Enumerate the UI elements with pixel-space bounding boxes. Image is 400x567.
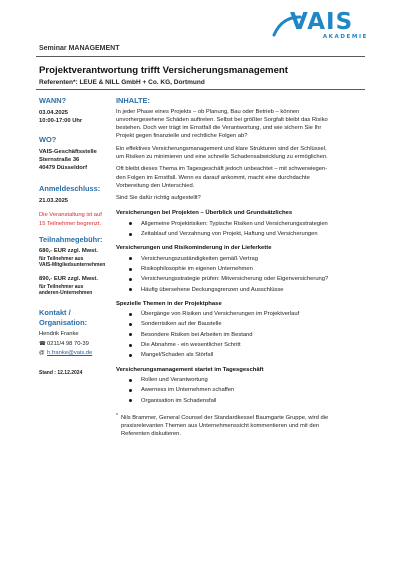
stand-date: Stand : 12.12.2024 bbox=[39, 370, 83, 377]
kontakt-heading: Organisation: bbox=[39, 317, 88, 327]
text-line: praxisrelevanten Themen aus Unternehmenssicht kommentieren und mit den bbox=[121, 423, 320, 430]
contact-email[interactable] bbox=[39, 349, 113, 357]
text-line: unvorhergesehene Schäden auftreten. Selbst bei größter Sorgfalt bleibt das Risiko bbox=[116, 116, 328, 123]
contact-phone bbox=[39, 340, 113, 348]
phone-number: 0211/4 98 70-39 bbox=[47, 341, 89, 348]
list-item: Rollen und Verantwortung bbox=[116, 376, 365, 384]
event-time: 10:00-17:00 Uhr bbox=[39, 117, 83, 124]
email-link[interactable]: h.franke@vais.de bbox=[47, 349, 93, 356]
intro-paragraph bbox=[116, 165, 365, 190]
text-line: Projekt gegen finanzielle und rechtliche Folgen ab? bbox=[116, 133, 248, 140]
list-item: Versicherungsstrategie prüfen: Mitversicherung oder Eigenversicherung? bbox=[116, 275, 365, 283]
fee-amount: 890,- EUR zzgl. Mwst. bbox=[39, 276, 98, 283]
intro-paragraph bbox=[116, 108, 365, 141]
wo-heading: WO? bbox=[39, 135, 57, 145]
wann-heading: WANN? bbox=[39, 96, 67, 105]
contact-name: Hendrik Franke bbox=[39, 331, 79, 338]
venue-line: VAIS-Geschäftsstelle bbox=[39, 148, 97, 155]
question-line: Sind Sie dafür richtig aufgestellt? bbox=[116, 195, 201, 202]
referent-note bbox=[116, 414, 365, 439]
text-line: Nils Brammer, General Counsel der Standardkessel Baumgarte Gruppe, wird die bbox=[121, 414, 329, 421]
list-item: Versicherungszuständigkeiten gemäß Vertrag bbox=[116, 255, 365, 263]
list-item: Sonderrisiken auf der Baustelle bbox=[116, 320, 365, 328]
list-item: Besondere Risiken bei Arbeiten im Bestand bbox=[116, 331, 365, 339]
phone-icon: ☎ bbox=[39, 341, 46, 348]
section-title: Spezielle Themen in der Projektphase bbox=[116, 300, 222, 307]
list-item: Die Abnahme - ein wesentlicher Schritt bbox=[116, 341, 365, 349]
intro-paragraph bbox=[116, 145, 365, 162]
page-title: Projektverantwortung trifft Versicherungsmanagement bbox=[39, 65, 288, 76]
text-line: Oft bleibt dieses Thema im Tagesgeschäft jedoch unbeachtet – mit schwerwiegen- bbox=[116, 166, 328, 173]
seminar-category: Seminar MANAGEMENT bbox=[39, 45, 120, 52]
list-item: Allgemeine Projektrisiken: Typische Risiken und Versicherungsstrategien bbox=[116, 220, 365, 228]
list-item: Zeitablauf und Verzahnung von Projekt, Haftung und Versicherungen bbox=[116, 230, 365, 238]
section-title: Versicherungen und Risikominderung in der Lieferkette bbox=[116, 245, 272, 252]
anmeldeschluss-date: 21.03.2025 bbox=[39, 197, 69, 204]
kontakt-heading: Kontakt / bbox=[39, 308, 71, 318]
list-item: Übergänge von Risiken und Versicherungen im Projektverlauf bbox=[116, 310, 365, 318]
left-column bbox=[39, 96, 113, 377]
inhalte-heading: INHALTE: bbox=[116, 96, 150, 105]
logo-text: VAIS bbox=[290, 9, 354, 35]
event-date: 03.04.2025 bbox=[39, 109, 69, 116]
right-column bbox=[116, 96, 365, 439]
text-line: Vorbereitung den Unterschied. bbox=[116, 182, 195, 189]
text-line: den Folgen im Ernstfall. Wenn es darauf ankommt, macht eine durchdachte bbox=[116, 174, 310, 181]
text-line: Referenten diskutieren. bbox=[121, 431, 181, 438]
fee-note: für Teilnehmer aus bbox=[39, 283, 84, 290]
vais-logo bbox=[290, 9, 370, 43]
text-line: um Risiken zu minimieren und eine schnelle Schadensabwicklung zu ermöglichen. bbox=[116, 153, 328, 160]
text-line: In jeder Phase eines Projekts – ob Planung, Bau oder Betrieb – können bbox=[116, 108, 300, 115]
list-item: Risikophilosophie im eigenen Unternehmen bbox=[116, 265, 365, 273]
participant-limit: 15 Teilnehmer begrenzt. bbox=[39, 220, 102, 227]
divider bbox=[36, 89, 365, 90]
venue-line: 40479 Düsseldorf bbox=[39, 165, 88, 172]
anmeldeschluss-heading: Anmeldeschluss: bbox=[39, 184, 101, 194]
fee-note: anderen-Unternehmen bbox=[39, 290, 93, 297]
section-title: Versicherungen bei Projekten – Überblick und Grundsätzliches bbox=[116, 210, 293, 217]
section-title: Versicherungsmanagement startet im Tagesgeschäft bbox=[116, 366, 264, 373]
list-item: Häufig übersehene Deckungsgrenzen und Ausschlüsse bbox=[116, 286, 365, 294]
text-line: Ein effektives Versicherungsmanagement und klare Strukturen sind der Schlüssel, bbox=[116, 145, 327, 152]
list-item: Organisation im Schadensfall bbox=[116, 397, 365, 405]
referent-line: Referenten*: LEUE & NILL GmbH + Co. KG, Dortmund bbox=[39, 79, 205, 86]
fee-note: VAIS-Mitgliedsunternehmen bbox=[39, 262, 106, 269]
participant-limit: Die Veranstaltung ist auf bbox=[39, 212, 102, 219]
fee-amount: 680,- EUR zzgl. Mwst. bbox=[39, 248, 98, 255]
email-icon: @ bbox=[39, 349, 45, 356]
list-item: Awerness im Unternehmen schaffen bbox=[116, 386, 365, 394]
logo-subtitle: AKADEMIE bbox=[322, 34, 368, 40]
gebuehr-heading: Teilnahmegebühr: bbox=[39, 234, 103, 244]
venue-line: Sternstraße 36 bbox=[39, 156, 80, 163]
fee-note: für Teilnehmer aus bbox=[39, 255, 84, 262]
text-line: bestehen. Doch wer trägt im Ernstfall die Verantwortung, und wie sichern Sie Ihr bbox=[116, 125, 322, 132]
divider bbox=[36, 56, 365, 57]
list-item: Mangel/Schaden als Störfall bbox=[116, 351, 365, 359]
footnote-star: * bbox=[116, 412, 118, 419]
